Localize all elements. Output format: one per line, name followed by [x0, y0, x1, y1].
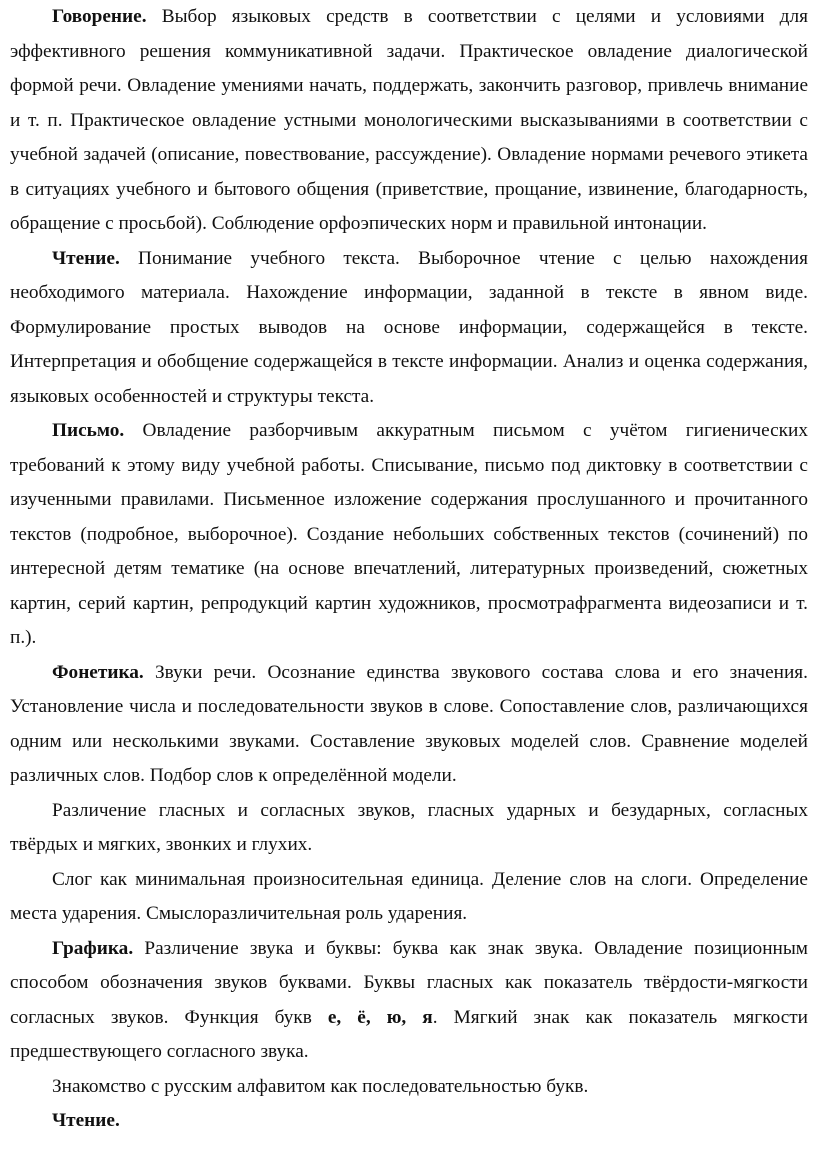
section-heading-writing: Письмо.	[52, 420, 125, 441]
section-heading-graphics: Графика.	[52, 937, 134, 959]
section-heading-reading: Чтение.	[52, 247, 120, 269]
paragraph-text: Понимание учебного текста. Выборочное чтение с целью нахождения необходимого материала. Нахождение информации, заданной в тексте в явном виде. Формулирование простых выводов на основе информации, содержащейся в тексте. Интерпретация и обобщение содержащейся в тексте информации. Анализ и оценка содержания, языковых особенностей и структуры текста.	[10, 247, 808, 407]
paragraph-phonetics	[10, 656, 808, 794]
paragraph-writing	[10, 414, 808, 656]
paragraph-syllable: Слог как минимальная произносительная единица. Деление слов на слоги. Определение места ударения. Смыслоразличительная роль ударения.	[10, 868, 808, 924]
paragraph-sounds: Различение гласных и согласных звуков, гласных ударных и безударных, согласных твёрдых и мягких, звонких и глухих.	[10, 799, 808, 855]
paragraph-speaking	[10, 0, 808, 242]
section-heading-phonetics: Фонетика.	[52, 661, 144, 683]
paragraph-text: Овладение разборчивым аккуратным письмом с учётом гигиенических требований к этому виду учебной работы. Списывание, письмо под диктовку в соответствии с изученными правилами. Письменное изложение содержания прослушанного и прочитанного текстов (подробное, выборочное). Создание небольших собственных текстов (сочинений) по интересной детям тематике (на основе впечатлений, литературных произведений, сюжетных картин, серий картин, репродукций картин художников, просмотрафрагмента видеозаписи и т. п.).	[10, 420, 808, 648]
paragraph-text: Выбор языковых средств в соответствии с целями и условиями для эффективного решения коммуникативной задачи. Практическое овладение диалогической формой речи. Овладение умениями начать, поддержать, закончить разговор, привлечь внимание и т. п. Практическое овладение устными монологическими высказываниями в соответствии с учебной задачей (описание, повествование, рассуждение). Овладение нормами речевого этикета в ситуациях учебного и бытового общения (приветствие, прощание, извинение, благодарность, обращение с просьбой). Соблюдение орфоэпических норм и правильной интонации.	[10, 6, 808, 234]
paragraph-alphabet: Знакомство с русским алфавитом как последовательностью букв.	[52, 1075, 589, 1097]
paragraph-graphics	[10, 932, 808, 1070]
paragraph-text: . Мягкий знак как показатель мягкости предшествующего согласного звука.	[10, 1006, 809, 1062]
paragraph-reading-2	[10, 1104, 808, 1139]
section-heading-reading-2: Чтение.	[52, 1110, 120, 1131]
paragraph-reading	[10, 242, 808, 415]
paragraph-text: Различение звука и буквы: буква как знак звука. Овладение позиционным способом обозначения звуков буквами. Буквы гласных как показатель твёрдости-мягкости согласных звуков. Функция букв	[10, 937, 808, 1028]
vowel-letters: е, ё, ю, я	[327, 1006, 433, 1028]
paragraph-text: Звуки речи. Осознание единства звукового состава слова и его значения. Установление числа и последовательности звуков в слове. Сопоставление слов, различающихся одним или несколькими звуками. Составление звуковых моделей слов. Сравнение моделей различных слов. Подбор слов к определённой модели.	[10, 661, 808, 786]
section-heading-speaking: Говорение.	[52, 6, 147, 27]
